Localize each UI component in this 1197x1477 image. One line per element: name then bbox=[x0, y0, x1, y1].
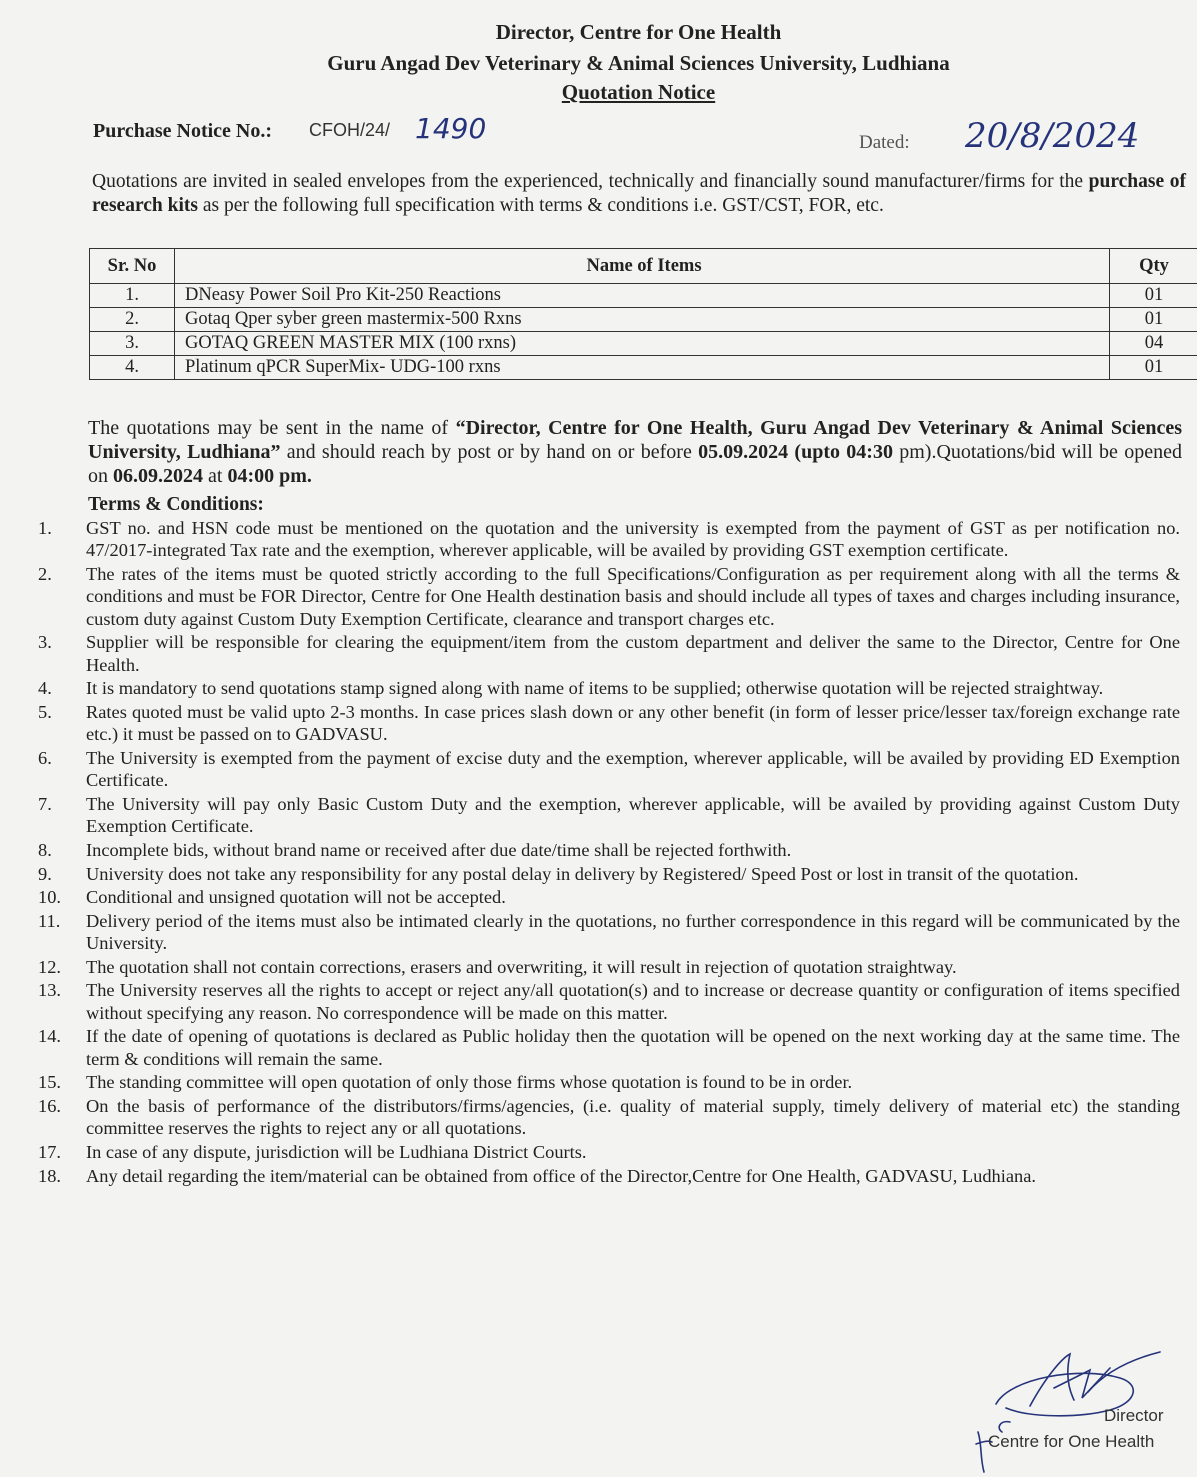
term-text: Delivery period of the items must also be intimated clearly in the quotations, no further correspondence in this regard will be communicated by the University. bbox=[86, 910, 1180, 954]
table-row bbox=[90, 284, 1197, 308]
term-item bbox=[30, 839, 1180, 861]
intro-text-b: as per the following full specification with terms & conditions i.e. GST/CST, FOR, etc. bbox=[197, 195, 884, 216]
table-row bbox=[90, 332, 1197, 356]
term-item bbox=[30, 747, 1180, 792]
term-number: 9. bbox=[38, 863, 52, 884]
term-text: On the basis of performance of the distributors/firms/agencies, (i.e. quality of material supply, timely delivery of material etc) the standing committee reserves the rights to reject any or all quotations. bbox=[86, 1095, 1180, 1139]
term-text: Rates quoted must be valid upto 2-3 months. In case prices slash down or any other benefit (in form of lesser price/lesser tax/foreign exchange rate etc.) it must be passed on to GADVASU. bbox=[86, 702, 1180, 745]
term-text: Incomplete bids, without brand name or received after due date/time shall be rejected forthwith. bbox=[86, 840, 792, 860]
term-text: The University reserves all the rights to accept or reject any/all quotation(s) and to increase or decrease quantity or configuration of items specified without specifying any reason. No correspondence will be made on this matter. bbox=[86, 980, 1180, 1023]
term-number: 10. bbox=[38, 887, 61, 908]
row-item-name: Platinum qPCR SuperMix- UDG-100 rxns bbox=[175, 356, 1110, 380]
term-number: 8. bbox=[38, 840, 52, 860]
intro-text-a: Quotations are invited in sealed envelopes from the experienced, technically and financially sound manufacturer/firms for the bbox=[92, 171, 1089, 192]
terms-list bbox=[30, 517, 1180, 1188]
terms-title: Terms & Conditions: bbox=[88, 494, 264, 515]
term-item bbox=[30, 1165, 1180, 1187]
term-text: The quotation shall not contain corrections, erasers and overwriting, it will result in rejection of quotation straightway. bbox=[86, 956, 957, 977]
row-item-name: Gotaq Qper syber green mastermix-500 Rxns bbox=[175, 308, 1110, 332]
purchase-notice-label: Purchase Notice No.: bbox=[93, 120, 273, 142]
term-text: If the date of opening of quotations is declared as Public holiday then the quotation will be opened on the next working day at the same time. The term & conditions will remain the same. bbox=[86, 1026, 1180, 1069]
term-text: The University is exempted from the payment of excise duty and the exemption, wherever applicable, will be availed by providing ED Exemption Certificate. bbox=[86, 748, 1180, 791]
term-number: 4. bbox=[38, 678, 52, 699]
term-number: 12. bbox=[38, 956, 61, 977]
row-item-name: DNeasy Power Soil Pro Kit-250 Reactions bbox=[175, 284, 1110, 308]
term-item bbox=[30, 563, 1180, 630]
row-sr: 2. bbox=[90, 308, 175, 332]
header-name-of-items: Name of Items bbox=[175, 249, 1110, 284]
term-number: 5. bbox=[38, 702, 52, 722]
table-row bbox=[90, 308, 1197, 332]
intro-paragraph bbox=[92, 170, 1186, 218]
row-sr: 1. bbox=[90, 284, 175, 308]
term-item bbox=[30, 517, 1180, 562]
term-text: Any detail regarding the item/material can be obtained from office of the Director,Centre for One Health, GADVASU, Ludhiana. bbox=[86, 1165, 1036, 1186]
term-item bbox=[30, 956, 1180, 978]
term-text: The University will pay only Basic Custom Duty and the exemption, wherever applicable, will be availed by providing against Custom Duty Exemption Certificate. bbox=[86, 794, 1180, 837]
row-sr: 4. bbox=[90, 356, 175, 380]
dated-label: Dated: bbox=[859, 132, 910, 153]
term-number: 2. bbox=[38, 564, 52, 584]
header-director-line: Director, Centre for One Health bbox=[495, 20, 782, 44]
intro-bold: purchase of research kits bbox=[92, 171, 1186, 216]
row-item-name: GOTAQ GREEN MASTER MIX (100 rxns) bbox=[175, 332, 1110, 356]
purchase-notice-row bbox=[93, 112, 1183, 162]
term-item bbox=[30, 1025, 1180, 1070]
send-addressee: “Director, Centre for One Health, Guru Angad Dev Veterinary & Animal Sciences University, Ludhiana” bbox=[88, 417, 1182, 463]
term-item bbox=[30, 863, 1180, 885]
document-header bbox=[0, 20, 1197, 105]
term-number: 17. bbox=[38, 1141, 61, 1162]
term-number: 1. bbox=[38, 518, 52, 538]
term-text: The rates of the items must be quoted strictly according to the full Specifications/Configuration as per requirement along with all the terms & conditions and must be FOR Director, Centre for One Health destination basis and should include all types of taxes and charges including insurance, custom duty against Custom Duty Exemption Certificate, clearance and transport charges etc. bbox=[86, 564, 1180, 629]
term-text: In case of any dispute, jurisdiction will be Ludhiana District Courts. bbox=[86, 1141, 587, 1162]
signature-title: Director bbox=[1104, 1406, 1164, 1425]
send-opening-time: 04:00 pm. bbox=[227, 465, 312, 487]
term-number: 3. bbox=[38, 632, 52, 653]
items-table bbox=[89, 248, 1197, 380]
term-number: 18. bbox=[38, 1165, 61, 1186]
row-qty: 01 bbox=[1110, 356, 1197, 380]
term-item bbox=[30, 1095, 1180, 1140]
term-number: 11. bbox=[38, 910, 61, 931]
purchase-notice-number-handwritten: 1490 bbox=[415, 112, 487, 145]
send-text-g: pm).Quotations/bid will be opened on bbox=[88, 441, 1182, 487]
term-item bbox=[30, 701, 1180, 746]
term-item bbox=[30, 886, 1180, 908]
term-item bbox=[30, 910, 1180, 955]
term-number: 13. bbox=[38, 980, 61, 1001]
term-text: The standing committee will open quotation of only those firms whose quotation is found to be in order. bbox=[86, 1072, 853, 1093]
term-number: 6. bbox=[38, 748, 52, 768]
send-text-a: The quotations may be sent in the name of bbox=[88, 417, 456, 439]
term-number: 15. bbox=[38, 1072, 61, 1093]
send-text-i: at bbox=[203, 465, 228, 487]
term-item bbox=[30, 1141, 1180, 1163]
row-qty: 01 bbox=[1110, 284, 1197, 308]
term-item bbox=[30, 677, 1180, 699]
term-text: GST no. and HSN code must be mentioned on the quotation and the university is exempted from the payment of GST as per notification no. 47/2017-integrated Tax rate and the exemption, wherever applicable, will be availed by providing GST exemption certificate. bbox=[86, 518, 1180, 561]
send-text-e: (upto bbox=[788, 441, 847, 463]
term-item bbox=[30, 793, 1180, 838]
date-handwritten: 20/8/2024 bbox=[965, 116, 1140, 156]
term-text: It is mandatory to send quotations stamp signed along with name of items to be supplied; otherwise quotation will be rejected straightway. bbox=[86, 678, 1104, 699]
term-text: Supplier will be responsible for clearing the equipment/item from the custom department and deliver the same to the Director, Centre for One Health. bbox=[86, 632, 1180, 675]
term-number: 7. bbox=[38, 794, 52, 814]
items-table-header-row bbox=[90, 249, 1197, 284]
send-due-time: 04:30 bbox=[846, 441, 893, 463]
purchase-notice-prefix: CFOH/24/ bbox=[309, 120, 391, 140]
header-university-line: Guru Angad Dev Veterinary & Animal Sciences University, Ludhiana bbox=[327, 51, 950, 75]
send-opening-date: 06.09.2024 bbox=[113, 465, 203, 487]
term-item bbox=[30, 631, 1180, 676]
signature-org: Centre for One Health bbox=[988, 1432, 1155, 1451]
term-number: 14. bbox=[38, 1026, 61, 1047]
term-text: Conditional and unsigned quotation will not be accepted. bbox=[86, 887, 506, 908]
term-item bbox=[30, 1071, 1180, 1093]
table-row bbox=[90, 356, 1197, 380]
row-qty: 04 bbox=[1110, 332, 1197, 356]
term-number: 16. bbox=[38, 1095, 61, 1116]
header-sr-no: Sr. No bbox=[90, 249, 175, 284]
send-due-date: 05.09.2024 bbox=[698, 441, 789, 463]
term-item bbox=[30, 979, 1180, 1024]
submission-paragraph bbox=[88, 416, 1182, 488]
row-qty: 01 bbox=[1110, 308, 1197, 332]
term-text: University does not take any responsibility for any postal delay in delivery by Registered/ Speed Post or lost in transit of the quotation. bbox=[86, 863, 1079, 884]
header-qty: Qty bbox=[1110, 249, 1197, 284]
row-sr: 3. bbox=[90, 332, 175, 356]
header-notice-title: Quotation Notice bbox=[561, 80, 716, 104]
send-text-c: and should reach by post or by hand on or before bbox=[280, 441, 699, 463]
director-signature-block bbox=[970, 1348, 1190, 1473]
